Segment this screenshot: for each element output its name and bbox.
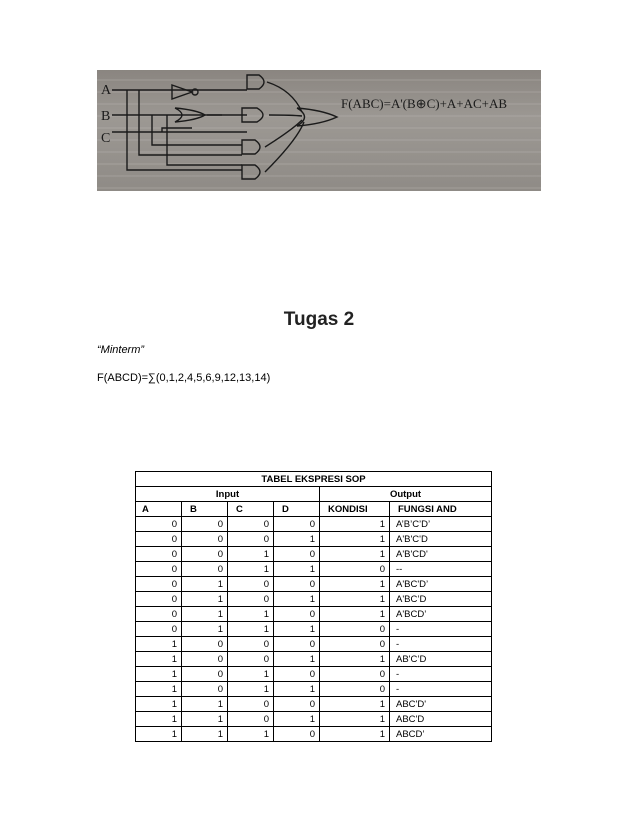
cell-d: 0 bbox=[274, 517, 320, 532]
cell-a: 1 bbox=[136, 697, 182, 712]
cell-c: 0 bbox=[228, 637, 274, 652]
cell-c: 0 bbox=[228, 577, 274, 592]
cell-kondisi: 1 bbox=[320, 517, 390, 532]
cell-kondisi: 1 bbox=[320, 532, 390, 547]
page-title: Tugas 2 bbox=[283, 309, 355, 330]
logic-circuit-drawing bbox=[97, 70, 541, 191]
cell-d: 1 bbox=[274, 682, 320, 697]
cell-fungsi-and: - bbox=[390, 667, 492, 682]
column-header-kondisi: KONDISI bbox=[320, 502, 390, 517]
cell-b: 1 bbox=[182, 607, 228, 622]
cell-b: 0 bbox=[182, 562, 228, 577]
column-header-b: B bbox=[182, 502, 228, 517]
input-label-c: C bbox=[101, 131, 111, 146]
table-caption-row bbox=[136, 472, 492, 487]
cell-fungsi-and: A'B'CD' bbox=[390, 547, 492, 562]
circuit-photo bbox=[97, 70, 541, 191]
cell-kondisi: 1 bbox=[320, 727, 390, 742]
cell-c: 0 bbox=[228, 532, 274, 547]
cell-c: 0 bbox=[228, 517, 274, 532]
cell-c: 1 bbox=[228, 727, 274, 742]
cell-a: 1 bbox=[136, 637, 182, 652]
cell-a: 0 bbox=[136, 592, 182, 607]
column-header-a: A bbox=[136, 502, 182, 517]
cell-kondisi: 1 bbox=[320, 577, 390, 592]
column-header-fungsi-and: FUNGSI AND bbox=[390, 502, 492, 517]
cell-fungsi-and: -- bbox=[390, 562, 492, 577]
cell-c: 0 bbox=[228, 652, 274, 667]
cell-d: 0 bbox=[274, 697, 320, 712]
cell-kondisi: 1 bbox=[320, 607, 390, 622]
cell-a: 1 bbox=[136, 727, 182, 742]
cell-c: 0 bbox=[228, 697, 274, 712]
cell-fungsi-and: ABCD’ bbox=[390, 727, 492, 742]
cell-a: 0 bbox=[136, 622, 182, 637]
cell-b: 1 bbox=[182, 577, 228, 592]
input-label-a: A bbox=[101, 83, 112, 98]
sop-expression-table bbox=[135, 471, 492, 742]
minterm-formula: F(ABCD)=∑(0,1,2,4,5,6,9,12,13,14) bbox=[97, 372, 271, 384]
table-row bbox=[136, 517, 492, 532]
cell-fungsi-and: A’B’C’D’ bbox=[390, 517, 492, 532]
input-label-b: B bbox=[101, 109, 111, 124]
cell-d: 1 bbox=[274, 622, 320, 637]
cell-c: 1 bbox=[228, 607, 274, 622]
cell-b: 0 bbox=[182, 652, 228, 667]
cell-kondisi: 0 bbox=[320, 622, 390, 637]
cell-c: 1 bbox=[228, 667, 274, 682]
cell-c: 0 bbox=[228, 592, 274, 607]
cell-b: 1 bbox=[182, 712, 228, 727]
column-header-c: C bbox=[228, 502, 274, 517]
cell-kondisi: 1 bbox=[320, 712, 390, 727]
table-row bbox=[136, 592, 492, 607]
cell-b: 1 bbox=[182, 622, 228, 637]
cell-b: 0 bbox=[182, 667, 228, 682]
input-group-header: Input bbox=[136, 487, 320, 502]
cell-kondisi: 0 bbox=[320, 667, 390, 682]
cell-fungsi-and: A'BC'D’ bbox=[390, 577, 492, 592]
cell-a: 0 bbox=[136, 562, 182, 577]
cell-d: 1 bbox=[274, 652, 320, 667]
cell-kondisi: 1 bbox=[320, 697, 390, 712]
table-row bbox=[136, 727, 492, 742]
cell-kondisi: 1 bbox=[320, 547, 390, 562]
cell-b: 0 bbox=[182, 547, 228, 562]
minterm-subtitle: “Minterm” bbox=[97, 344, 145, 356]
cell-c: 0 bbox=[228, 712, 274, 727]
table-row bbox=[136, 532, 492, 547]
cell-a: 1 bbox=[136, 712, 182, 727]
cell-fungsi-and: A'BC’D bbox=[390, 592, 492, 607]
cell-b: 0 bbox=[182, 682, 228, 697]
cell-a: 1 bbox=[136, 667, 182, 682]
cell-c: 1 bbox=[228, 682, 274, 697]
cell-b: 1 bbox=[182, 697, 228, 712]
cell-a: 1 bbox=[136, 652, 182, 667]
cell-b: 1 bbox=[182, 727, 228, 742]
cell-d: 1 bbox=[274, 562, 320, 577]
cell-d: 1 bbox=[274, 712, 320, 727]
column-header-d: D bbox=[274, 502, 320, 517]
cell-c: 1 bbox=[228, 562, 274, 577]
cell-d: 0 bbox=[274, 607, 320, 622]
handwritten-expression: F(ABC)=A'(B⊕C)+A+AC+AB bbox=[341, 96, 508, 111]
cell-fungsi-and: AB'C’D bbox=[390, 652, 492, 667]
table-column-header-row bbox=[136, 502, 492, 517]
cell-fungsi-and: - bbox=[390, 682, 492, 697]
cell-fungsi-and: - bbox=[390, 622, 492, 637]
cell-fungsi-and: ABC'D bbox=[390, 712, 492, 727]
cell-b: 1 bbox=[182, 592, 228, 607]
cell-a: 0 bbox=[136, 547, 182, 562]
cell-kondisi: 0 bbox=[320, 682, 390, 697]
cell-a: 0 bbox=[136, 517, 182, 532]
table-row bbox=[136, 607, 492, 622]
table-row bbox=[136, 577, 492, 592]
cell-fungsi-and: A'B'C'D bbox=[390, 532, 492, 547]
cell-fungsi-and: ABC'D' bbox=[390, 697, 492, 712]
cell-d: 0 bbox=[274, 637, 320, 652]
cell-a: 0 bbox=[136, 532, 182, 547]
output-group-header: Output bbox=[320, 487, 492, 502]
cell-c: 1 bbox=[228, 622, 274, 637]
cell-b: 0 bbox=[182, 532, 228, 547]
cell-fungsi-and: - bbox=[390, 637, 492, 652]
cell-fungsi-and: A'BCD’ bbox=[390, 607, 492, 622]
table-row bbox=[136, 682, 492, 697]
table-row bbox=[136, 562, 492, 577]
table-row bbox=[136, 712, 492, 727]
cell-kondisi: 0 bbox=[320, 637, 390, 652]
cell-d: 0 bbox=[274, 667, 320, 682]
cell-d: 0 bbox=[274, 577, 320, 592]
table-row bbox=[136, 697, 492, 712]
cell-a: 0 bbox=[136, 577, 182, 592]
cell-d: 1 bbox=[274, 532, 320, 547]
table-row bbox=[136, 547, 492, 562]
table-caption: TABEL EKSPRESI SOP bbox=[136, 472, 492, 487]
cell-c: 1 bbox=[228, 547, 274, 562]
cell-b: 0 bbox=[182, 637, 228, 652]
cell-b: 0 bbox=[182, 517, 228, 532]
cell-d: 1 bbox=[274, 592, 320, 607]
table-row bbox=[136, 622, 492, 637]
table-row bbox=[136, 652, 492, 667]
table-row bbox=[136, 667, 492, 682]
cell-kondisi: 0 bbox=[320, 562, 390, 577]
cell-a: 1 bbox=[136, 682, 182, 697]
cell-d: 0 bbox=[274, 727, 320, 742]
table-row bbox=[136, 637, 492, 652]
table-body bbox=[136, 517, 492, 742]
cell-kondisi: 1 bbox=[320, 592, 390, 607]
table-group-row bbox=[136, 487, 492, 502]
cell-d: 0 bbox=[274, 547, 320, 562]
cell-kondisi: 1 bbox=[320, 652, 390, 667]
cell-a: 0 bbox=[136, 607, 182, 622]
